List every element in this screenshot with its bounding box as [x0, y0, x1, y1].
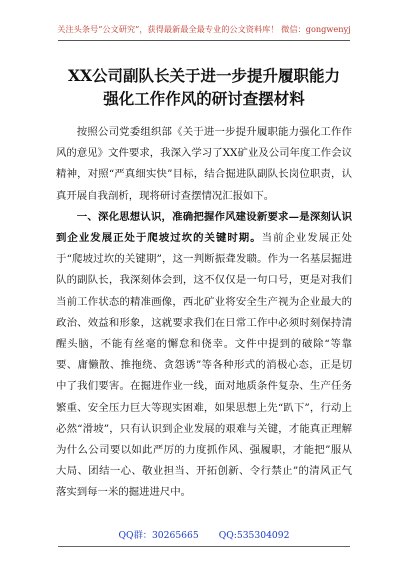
footer-qq-group: QQ群：30265665 [118, 530, 199, 541]
header-divider [58, 40, 350, 41]
document-body [56, 122, 352, 504]
footer-contacts [0, 528, 408, 544]
footer-divider [58, 546, 350, 547]
document-title [40, 64, 368, 110]
footer-qq-number: QQ:535304092 [218, 530, 290, 541]
section-1-body: 当前企业发展正处于“爬坡过坎的关键期”，这一判断振聋发聩。作为一名基层掘进队的副队长，我深刻体会到，这不仅仅是一句口号，更是对我们当前工作状态的精准画像，西北矿业将安全生产视为企业最大的政治、效益和形象，这就要求我们在日常工作中必须时刻保持清醒头脑，不能有丝毫的懈怠和侥幸。文件中提到的破除“等靠要、庸懒散、推拖绕、贪怨诱”等各种形式的消极心态，正是切中了我们要害。在掘进作业一线，面对地质条件复杂、生产任务繁重、安全压力巨大等现实困难，如果思想上先“趴下”，行动上必然“滑坡”，只有认识到企业发展的艰难与关键，才能真正理解为什么公司要以如此严厉的力度抓作风、强履职，才能把”服从大局、团结一心、敬业担当、开拓创新、令行禁止”的清风正气落实到每一米的掘进进尺中。 [56, 232, 353, 499]
header-notice: 关注头条号“公文研究”，获得最新最全最专业的公文资料库！ 微信：gongwenyj [57, 24, 351, 34]
section-1-heading: 一、深化思想认识，准确把握作风建设新要求—是深刻认识到企业发展正处于爬坡过坎的关键时期。 [56, 210, 352, 245]
section-1-paragraph [56, 207, 352, 504]
title-line-2: 强化工作作风的研讨查摆材料 [103, 89, 305, 108]
intro-paragraph: 按照公司党委组织部《关于进一步提升履职能力强化工作作风的意见》文件要求，我深入学习了XX矿业及公司年度工作会议精神，对照“严真细实快”目标，结合掘进队副队长岗位职责，认真开展自我剖析，现将研讨查摆情况汇报如下。 [56, 126, 352, 202]
title-line-1: XX公司副队长关于进一步提升履职能力 [67, 66, 341, 85]
